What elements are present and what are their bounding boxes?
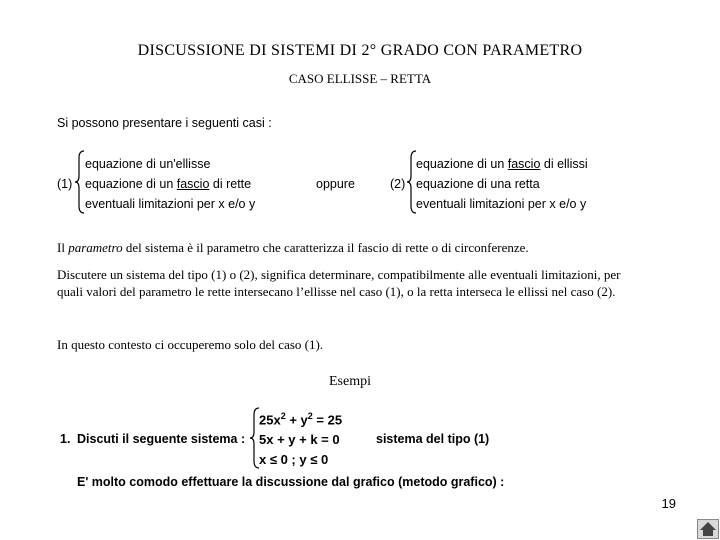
system-equation-3: x ≤ 0 ; y ≤ 0 [259, 452, 329, 467]
case1-line2: equazione di un fascio di rette [85, 177, 252, 191]
contesto-paragraph: In questo contesto ci occuperemo solo del caso (1). [57, 337, 324, 352]
case2-line2: equazione di una retta [416, 177, 540, 191]
system-equation-2: 5x + y + k = 0 [259, 432, 340, 447]
example-prompt: Discuti il seguente sistema : [77, 432, 246, 446]
discutere-paragraph: Discutere un sistema del tipo (1) o (2), significa determinare, compatibilmente alle eventuali limitazioni, per quali valori del parametro le rette intersecano l’ellisse nel caso (1), o la retta interseca le ellissi nel caso (2). [57, 267, 621, 299]
page-subtitle: CASO ELLISSE – RETTA [288, 71, 432, 86]
system-type: sistema del tipo (1) [376, 432, 490, 446]
esempi-heading: Esempi [329, 374, 371, 389]
case1-line3: eventuali limitazioni per x e/o y [85, 197, 256, 211]
case2-line3: eventuali limitazioni per x e/o y [416, 197, 587, 211]
oppure-text: oppure [316, 177, 355, 191]
intro-text: Si possono presentare i seguenti casi : [57, 116, 272, 130]
case1-label: (1) [57, 177, 73, 191]
case2-line1: equazione di un fascio di ellissi [416, 157, 588, 171]
case1-line1: equazione di un'ellisse [85, 157, 211, 171]
page-title: DISCUSSIONE DI SISTEMI DI 2° GRADO CON PARAMETRO [137, 42, 583, 59]
parametro-paragraph: Il parametro del sistema è il parametro che caratterizza il fascio di rette o di circonferenze. [57, 240, 529, 255]
system-equation-1: $25x^2 + y^2 = 25$ [259, 411, 343, 428]
case2-label: (2) [390, 177, 406, 191]
home-icon[interactable] [697, 519, 719, 539]
example-note: E' molto comodo effettuare la discussione dal grafico (metodo grafico) : [77, 475, 505, 489]
page-number: 19 [661, 496, 676, 511]
example-number: 1. [60, 432, 71, 446]
